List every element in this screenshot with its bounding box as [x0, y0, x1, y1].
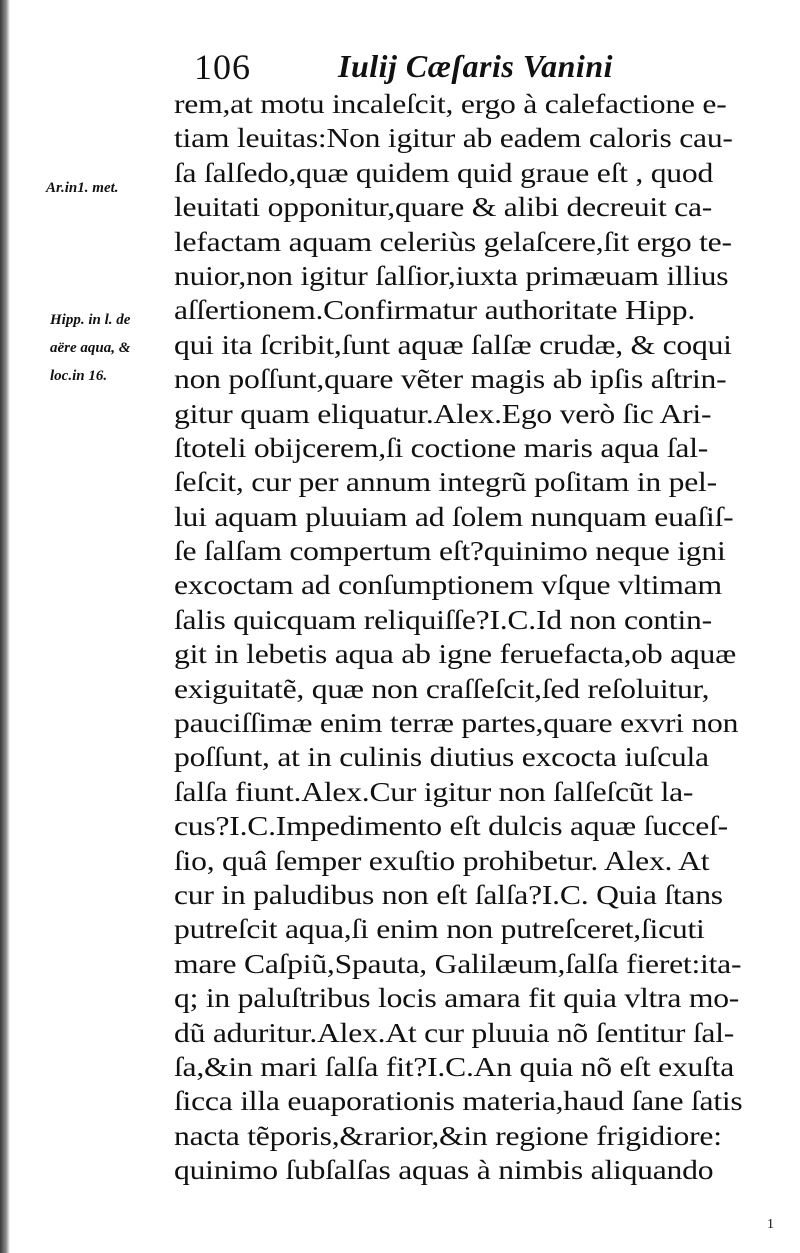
text-line: lefactam aquam celeriùs gelaſcere,ſit ergo te- — [174, 225, 732, 257]
text-line: ſtoteli obijcerem,ſi coctione maris aqua ſal- — [174, 431, 709, 463]
text-line: excoctam ad conſumptionem vſque vltimam — [174, 569, 722, 601]
text-line: rem,at motu incaleſcit, ergo à calefactione e- — [174, 88, 727, 119]
body-text — [174, 87, 774, 1188]
text-line: poſſunt, at in culinis diutius excocta iuſcula — [174, 741, 709, 773]
text-line: cur in paludibus non eſt ſalſa?I.C. Quia ſtans — [174, 878, 723, 910]
text-line: nacta tẽporis,&rarior,&in regione frigidiore: — [174, 1119, 722, 1151]
text-line: ſeſcit, cur per annum integrũ poſitam in pel- — [174, 466, 717, 498]
text-line: pauciſſimæ enim terræ partes,quare exvri non — [174, 707, 739, 739]
corner-mark: 1 — [767, 1217, 774, 1232]
text-line: ſalſa fiunt.Alex.Cur igitur non ſalſeſcũt la- — [174, 775, 694, 807]
text-line: non poſſunt,quare vẽter magis ab ipſis aſtrin- — [174, 363, 727, 395]
text-line: cus?I.C.Impedimento eſt dulcis aquæ ſucceſ- — [174, 810, 728, 842]
binding-gutter — [0, 0, 10, 1253]
text-line: ſio, quâ ſemper exuſtio prohibetur. Alex. At — [174, 844, 710, 876]
text-line: ſalis quicquam reliquiſſe?I.C.Id non contin- — [174, 603, 712, 635]
text-line: exiguitatẽ, quæ non craſſeſcit,ſed reſoluitur, — [174, 672, 710, 704]
text-line: gitur quam eliquatur.Alex.Ego verò ſic Ari- — [174, 397, 712, 429]
running-title: Iulij Cæſaris Vanini — [338, 48, 613, 84]
text-line: ſicca illa euaporationis materia,haud ſane ſatis — [174, 1085, 743, 1117]
text-line: mare Caſpiũ,Spauta, Galilæum,ſalſa fieret:ita- — [174, 947, 742, 979]
text-line: dũ aduritur.Alex.At cur pluuia nõ ſentitur ſal- — [174, 1016, 735, 1048]
text-line: qui ita ſcribit,ſunt aquæ ſalſæ crudæ, & coqui — [174, 328, 732, 360]
text-line: ſa ſalſedo,quæ quidem quid graue eſt , quod — [174, 156, 714, 188]
margin-note-hippocrates: Hipp. in l. de aëre aqua, & loc.in 16. — [50, 312, 131, 384]
text-line: putreſcit aqua,ſi enim non putreſceret,ſicuti — [174, 913, 705, 945]
margin-note-aristotle: Ar.in1. met. — [46, 180, 119, 196]
text-line: git in lebetis aqua ab igne feruefacta,ob aquæ — [174, 638, 736, 670]
text-line: tiam leuitas:Non igitur ab eadem caloris cau- — [174, 122, 733, 154]
text-line: ſa,&in mari ſalſa fit?I.C.An quia nõ eſt exuſta — [174, 1050, 735, 1082]
text-line: quinimo ſubſalſas aquas à nimbis aliquando — [174, 1154, 714, 1186]
text-line: nuior,non igitur ſalſior,iuxta primæuam illius — [174, 259, 729, 291]
text-line: ſe ſalſam compertum eſt?quinimo neque igni — [174, 535, 726, 567]
margin-notes — [40, 0, 190, 1253]
text-line: leuitati opponitur,quare & alibi decreuit ca- — [174, 191, 713, 223]
page-number: 106 — [194, 47, 251, 87]
text-line: aſſertionem.Confirmatur authoritate Hipp. — [174, 294, 696, 326]
text-line: lui aquam pluuiam ad ſolem nunquam euaſiſ- — [174, 500, 734, 532]
text-line: q; in paluſtribus locis amara fit quia vltra mo- — [174, 982, 740, 1014]
